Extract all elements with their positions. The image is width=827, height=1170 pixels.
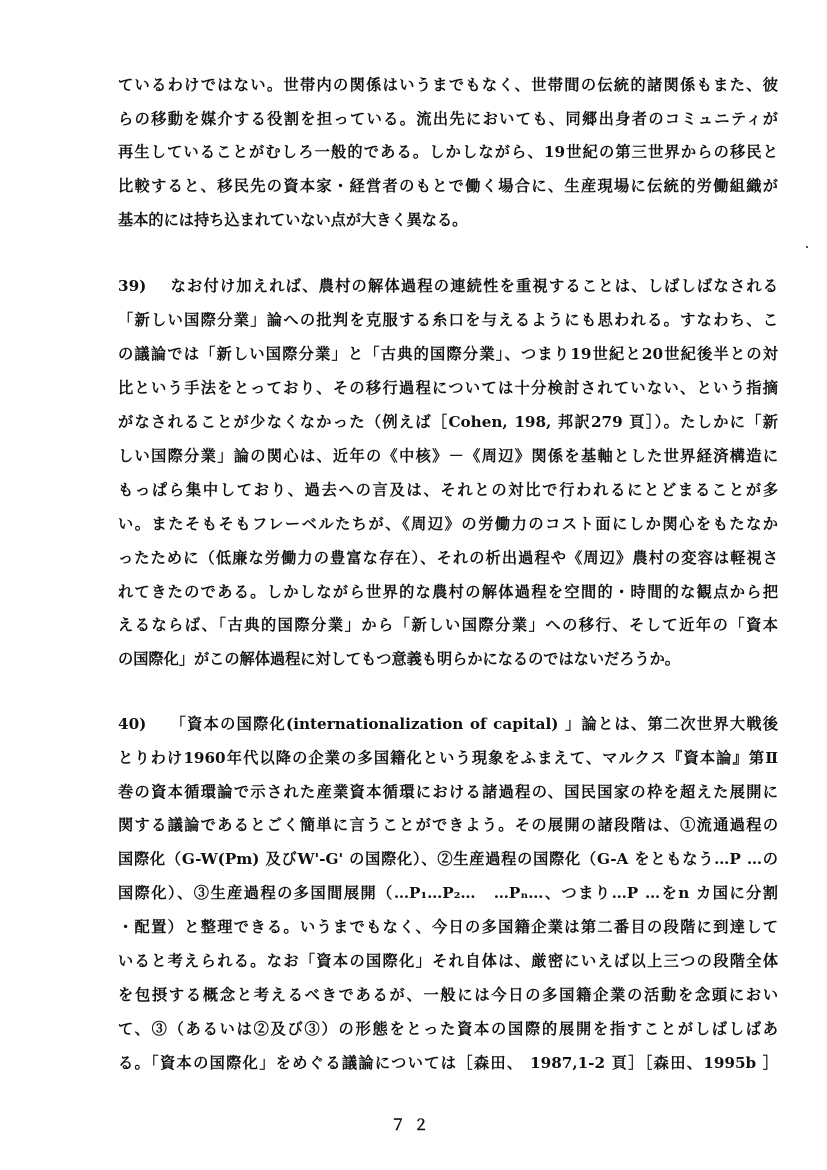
note-39-line: の国際化」がこの解体過程に対してもつ意義も明らかになるのではないだろうか。 xyxy=(118,650,680,668)
note-40-line: 40) 「資本の国際化(internationalization of capital) 」論とは、第二次世界大戦後 xyxy=(118,715,778,733)
body-text-line: 比較すると、移民先の資本家・経営者のもとで働く場合に、生産現場に伝統的労働組織が xyxy=(118,177,778,195)
note-39-line: 比という手法をとっており、その移行過程については十分検討されていない、という指摘 xyxy=(118,379,778,397)
body-text-line: ているわけではない。世帯内の関係はいうまでもなく、世帯間の伝統的諸関係もまた、彼 xyxy=(118,76,778,94)
note-40-line: る。「資本の国際化」をめぐる議論については［森田、 1987,1-2 頁］［森田、1995b ］ xyxy=(118,1054,778,1072)
note-39-line: れてきたのである。しかしながら世界的な農村の解体過程を空間的・時間的な観点から把 xyxy=(118,583,778,601)
body-text-line: らの移動を媒介する役割を担っている。流出先においても、同郷出身者のコミュニティが xyxy=(118,110,778,128)
note-39-line: い。またそもそもフレーベルたちが、《周辺》の労働力のコスト面にしか関心をもたなか xyxy=(118,515,778,533)
note-40-line: 国際化（G-W(Pm) 及びW'-G' の国際化）、②生産過程の国際化（G-A をともなう…P …の xyxy=(118,850,778,868)
body-text-line: 基本的には持ち込まれていない点が大きく異なる。 xyxy=(118,211,468,229)
page-number: ７２ xyxy=(390,1116,437,1134)
note-40-line: 国際化）、③生産過程の多国間展開（…P₁…P₂… …Pₙ…、つまり…P …をn カ国に分割 xyxy=(118,884,778,902)
note-39-line: えるならば、「古典的国際分業」から「新しい国際分業」への移行、そして近年の「資本 xyxy=(118,616,778,634)
note-40-line: を包摂する概念と考えるべきであるが、一般には今日の多国籍企業の活動を念頭におい xyxy=(118,986,778,1004)
note-39-line: がなされることが少なくなかった（例えば［Cohen, 198, 邦訳279 頁］）。たしかに「新 xyxy=(118,413,778,431)
note-40-line: 巻の資本循環論で示された産業資本循環における諸過程の、国民国家の枠を超えた展開に xyxy=(118,783,778,801)
note-40-line: て、③（あるいは②及び③）の形態をとった資本の国際的展開を指すことがしばしばあ xyxy=(118,1020,778,1038)
note-39-line: もっぱら集中しており、過去への言及は、それとの対比で行われるにとどまることが多 xyxy=(118,481,778,499)
note-40-line: ・配置）と整理できる。いうまでもなく、今日の多国籍企業は第二番目の段階に到達して xyxy=(118,918,778,936)
body-text-line: 再生していることがむしろ一般的である。しかしながら、19世紀の第三世界からの移民と xyxy=(118,143,778,161)
note-39-line: しい国際分業」論の関心は、近年の《中核》－《周辺》関係を基軸とした世界経済構造に xyxy=(118,447,778,465)
note-39-line: 39) なお付け加えれば、農村の解体過程の連続性を重視することは、しばしばなされる xyxy=(118,277,778,295)
note-40-line: とりわけ1960年代以降の企業の多国籍化という現象をふまえて、マルクス『資本論』第Ⅱ xyxy=(118,749,778,767)
note-40-line: 関する議論であるとごく簡単に言うことができよう。その展開の諸段階は、①流通過程の xyxy=(118,816,778,834)
note-40-line: いると考えられる。なお「資本の国際化」それ自体は、厳密にいえば以上三つの段階全体 xyxy=(118,952,779,970)
scan-speck xyxy=(806,246,808,248)
note-39-line: 「新しい国際分業」論への批判を克服する糸口を与えるようにも思われる。すなわち、こ xyxy=(118,311,778,329)
note-39-line: の議論では「新しい国際分業」と「古典的国際分業」、つまり19世紀と20世紀後半との対 xyxy=(118,345,778,363)
note-39-line: ったために（低廉な労働力の豊富な存在）、それの析出過程や《周辺》農村の変容は軽視さ xyxy=(118,549,778,567)
